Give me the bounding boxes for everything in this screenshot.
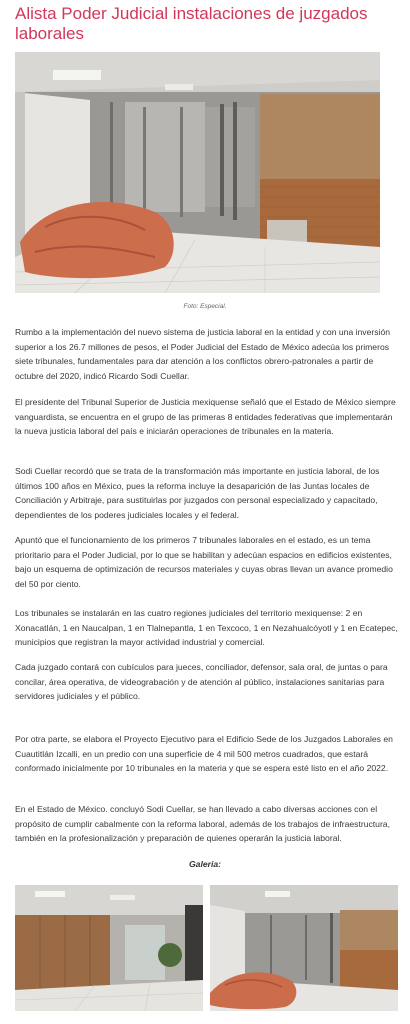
paragraph-6: Cada juzgado contará con cubículos para jueces, conciliador, defensor, sala oral, de juntas o para concilar, área operativa, de videograbación y de atención al público, instalaciones sanitarias para servidores judiciales y el público.: [15, 662, 388, 702]
paragraph-8: En el Estado de México. concluyó Sodi Cuellar, se han llevado a cabo diversas acciones con el propósito de cumplir cabalmente con la reforma laboral, además de los trabajos de infraestructura, también en la profesionalización y preparación de quienes operarán la justicia laboral.: [15, 804, 390, 844]
paragraph-7: Por otra parte, se elabora el Proyecto Ejecutivo para el Edificio Sede de los Juzgados Laborales en Cuautitlán Izcalli, en un predio con una superficie de 4 mil 500 metros cuadrados, que estará conformado inicialmente por 10 tribunales en la materia y que se espera esté listo en el año 2022.: [15, 734, 393, 774]
paragraph-4: Apuntó que el funcionamiento de los primeros 7 tribunales laborales en el estado, es un tema prioritario para el Poder Judicial, por lo que se habilitan y adecúan espacios en edificios existentes, bajo un esquema de optimización de recursos materiales y cuyas obras llevan un avance promedio del 50 por ciento.: [15, 535, 393, 589]
gallery-title: Galeria:: [188, 859, 221, 869]
gallery-photo-1[interactable]: [15, 885, 203, 1011]
paragraph-5: Los tribunales se instalarán en las cuatro regiones judiciales del territorio mexiquense: 2 en Xonacatlán, 1 en Naucalpan, 1 en Tlalnepantla, 1 en Texcoco, 1 en Nezahualcóyotl y 1 en Ecatepec, municipios que registran la mayor actividad industrial y comercial.: [15, 608, 398, 648]
paragraph-3: Sodi Cuellar recordó que se trata de la transformación más importante en justicia laboral, de los últimos 100 años en México, pues la reforma incluye la desaparición de las Juntas locales de Conciliación y Arbitraje, para sustituirlas por juzgados con personal especializado y capacitado, dependientes de los poderes judiciales locales y el federal.: [15, 466, 380, 520]
hero-photo[interactable]: [15, 52, 380, 293]
paragraph-2: El presidente del Tribunal Superior de Justicia mexiquense señaló que el Estado de México siempre vanguardista, se encuentra en el grupo de las primeras 8 entidades federativas que implementarán la nueva justicia laboral del país e iniciarán operaciones de tribunales en la materia.: [15, 397, 396, 437]
gallery-photo-2[interactable]: [210, 885, 398, 1011]
article-title: Alista Poder Judicial instalaciones de juzgados laborales: [15, 4, 368, 43]
paragraph-1: Rumbo a la implementación del nuevo sistema de justicia laboral en la entidad y con una inversión superior a los 26.7 millones de pesos, el Poder Judicial del Estado de México adecúa los primeros siete tribunales, fundamentales para dar atención a los conflictos obrero-patronales a partir de octubre del 2020, indicó Ricardo Sodi Cuellar.: [15, 327, 390, 381]
hero-caption: Foto: Especial.: [183, 303, 227, 310]
